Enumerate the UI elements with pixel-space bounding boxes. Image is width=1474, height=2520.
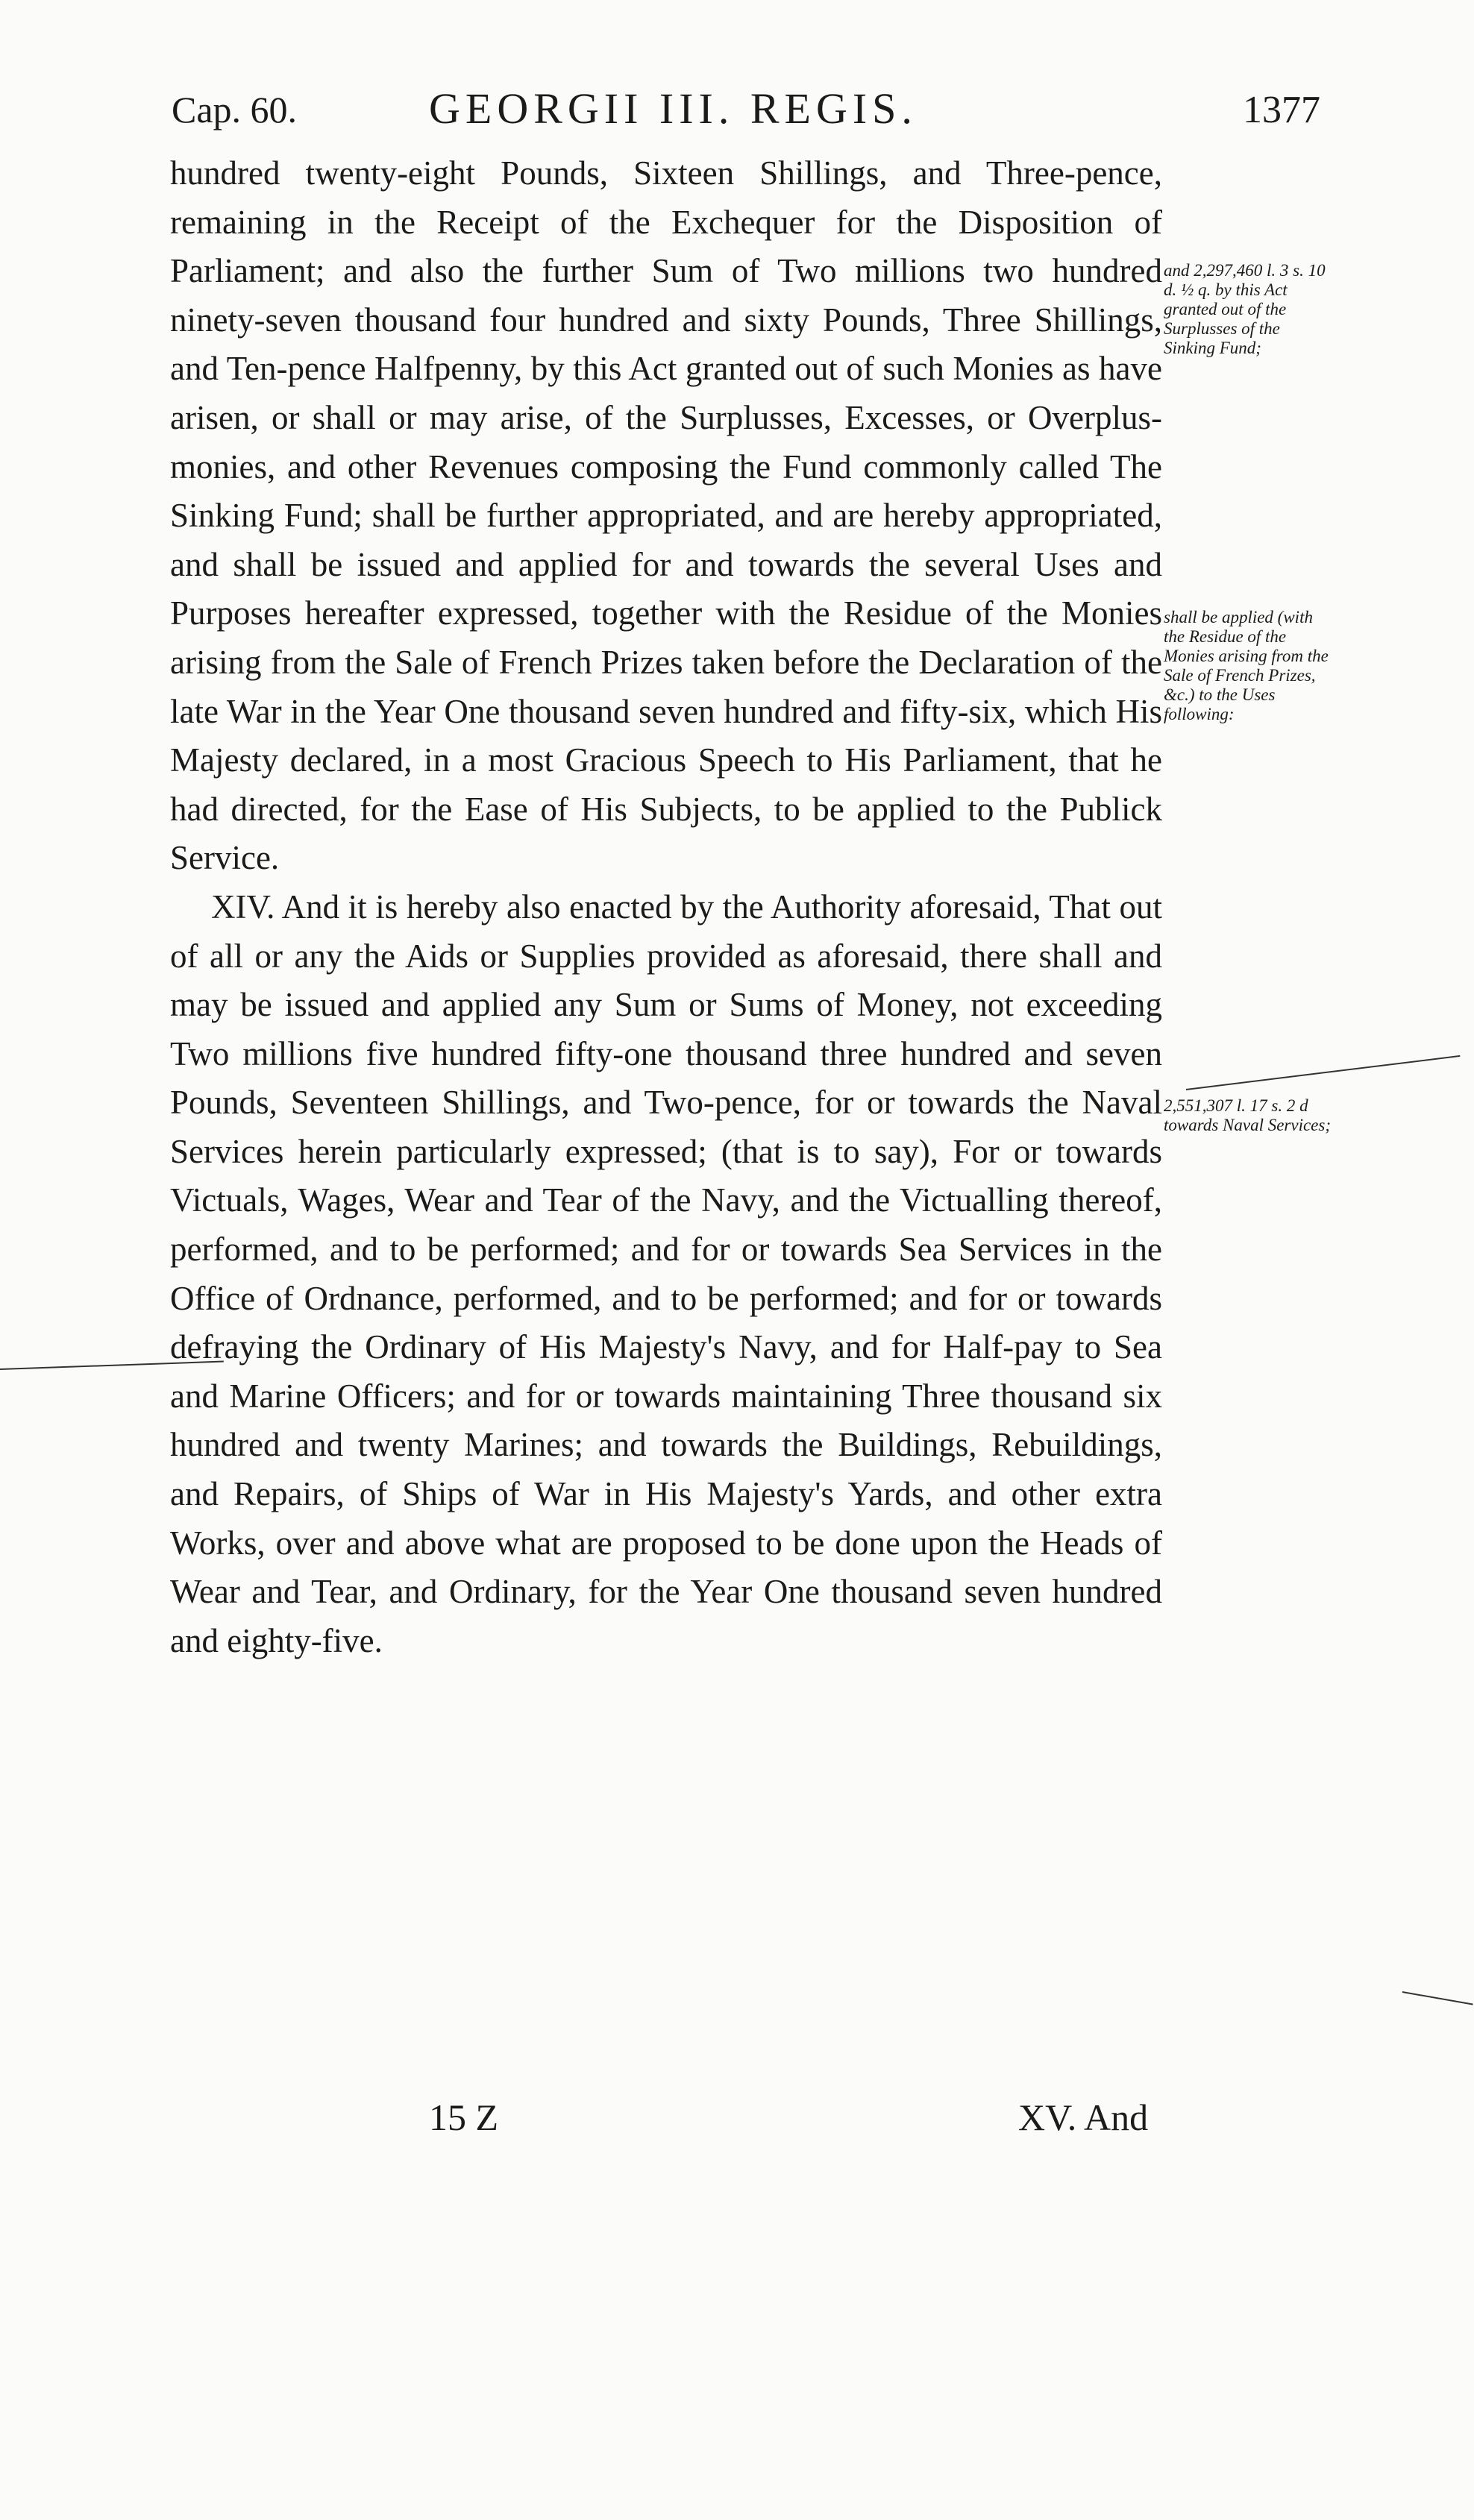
catchword: XV. And (1018, 2096, 1149, 2138)
chapter-label: Cap. 60. (172, 89, 298, 131)
margin-note-appropriation: shall be applied (with the Residue of the Monies arising from the Sale of French Prizes, &c.) to the Uses following: (1164, 608, 1329, 723)
margin-note-sinking-fund: and 2,297,460 l. 3 s. 10 d. ½ q. by this Act granted out of the Surplusses of the Sinking Fund; (1164, 261, 1326, 357)
signature-mark: 15 Z (429, 2096, 499, 2138)
page-header (172, 84, 1320, 148)
scan-artifact-line (1402, 1991, 1473, 2005)
scan-artifact-line (1186, 1055, 1460, 1090)
running-title: GEORGII III. REGIS. (429, 84, 918, 133)
margin-note-naval-services: 2,551,307 l. 17 s. 2 d towards Naval Services; (1164, 1096, 1332, 1134)
paragraph-xiv: XIV. And it is hereby also enacted by the Authority aforesaid, That out of all or any the Aids or Supplies provided as aforesaid, there shall and may be issued and applied any Sum or Sums of Money, not exceeding Two millions five hundred fifty-one thousand three hundred and seven Pounds, Seventeen Shillings, and Two-pence, for or towards the Naval Services herein particularly expressed; (that is to say), For or towards Victuals, Wages, Wear and Tear of the Navy, and the Victualling thereof, performed, and to be performed; and for or towards Sea Services in the Office of Ordnance, performed, and to be performed; and for or towards defraying the Ordinary of His Majesty's Navy, and for Half-pay to Sea and Marine Officers; and for or towards maintaining Three thousand six hundred and twenty Marines; and towards the Buildings, Rebuildings, and Repairs, of Ships of War in His Majesty's Yards, and other extra Works, over and above what are proposed to be done upon the Heads of Wear and Tear, and Ordinary, for the Year One thousand seven hundred and eighty-five. (170, 887, 1162, 1659)
paragraph-continued: hundred twenty-eight Pounds, Sixteen Shillings, and Three-pence, remaining in the Receipt of the Exchequer for the Disposition of Parliament; and also the further Sum of Two millions two hundred ninety-seven thousand four hundred and sixty Pounds, Three Shillings, and Ten-pence Halfpenny, by this Act granted out of such Monies as have arisen, or shall or may arise, of the Surplusses, Excesses, or Overplus-monies, and other Revenues composing the Fund commonly called The Sinking Fund; shall be further appropriated, and are hereby appropriated, and shall be issued and applied for and towards the several Uses and Purposes hereafter expressed, together with the Residue of the Monies arising from the Sale of French Prizes taken before the Declaration of the late War in the Year One thousand seven hundred and fifty-six, which His Majesty declared, in a most Gracious Speech to His Parliament, that he had directed, for the Ease of His Subjects, to be applied to the Publick Service. (170, 154, 1162, 877)
page-number: 1377 (1243, 89, 1320, 131)
main-text (170, 149, 1162, 1665)
